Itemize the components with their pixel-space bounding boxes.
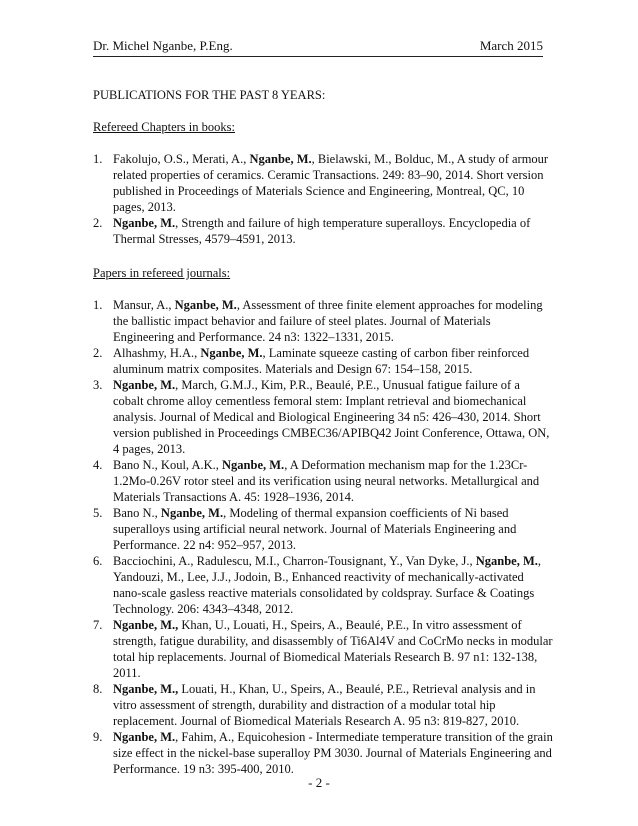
- list-item: [93, 151, 553, 215]
- list-item: [93, 505, 553, 553]
- page-header: [93, 38, 543, 54]
- header-author: Dr. Michel Nganbe, P.Eng.: [93, 38, 233, 53]
- author-highlight: Nganbe, M.: [249, 152, 312, 166]
- item-number: 9.: [93, 730, 103, 744]
- author-highlight: Nganbe, M.: [113, 216, 176, 230]
- citation-text: Alhashmy, H.A., Nganbe, M., Laminate squeeze casting of carbon fiber reinforced aluminum matrix composites. Materials and Design 67: 154–158, 2015.: [113, 346, 530, 376]
- item-number: 1.: [93, 298, 103, 312]
- citation-text: Nganbe, M., Fahim, A., Equicohesion - Intermediate temperature transition of the grain size effect in the nickel-base superalloy PM 3030. Journal of Materials Engineering and Performance. 19 n3: 395-400, 2010.: [113, 730, 553, 776]
- header-rule: [93, 56, 543, 57]
- author-highlight: Nganbe, M.: [174, 298, 237, 312]
- author-highlight: Nganbe, M.,: [113, 618, 179, 632]
- citation-text: Fakolujo, O.S., Merati, A., Nganbe, M., Bielawski, M., Bolduc, M., A study of armour related properties of ceramics. Ceramic Transactions. 249: 83–90, 2014. Short version published in Proceedings of Materials Science and Engineering, Montreal, QC, 10 pages, 2013.: [113, 152, 549, 214]
- citation-text: Bacciochini, A., Radulescu, M.I., Charron-Tousignant, Y., Van Dyke, J., Nganbe, M., Yandouzi, M., Lee, J.J., Jodoin, B., Enhanced reactivity of mechanically-activated nano-scale gasless reactive materials consolidated by coldspray. Surface & Coatings Technology. 206: 4343–4348, 2012.: [113, 554, 542, 616]
- item-number: 8.: [93, 682, 103, 696]
- citation-text: Nganbe, M., Louati, H., Khan, U., Speirs, A., Beaulé, P.E., Retrieval analysis and in vitro assessment of strength, durability and distraction of a modular total hip replacement. Journal of Biomedical Materials Research A. 95 n3: 819-827, 2010.: [113, 682, 536, 728]
- books-list: [93, 151, 553, 247]
- header-date: March 2015: [479, 38, 543, 53]
- citation-text: Bano N., Koul, A.K., Nganbe, M., A Deformation mechanism map for the 1.23Cr-1.2Mo-0.26V rotor steel and its verification using neural networks. Metallurgical and Materials Transactions A. 45: 1928–1936, 2014.: [113, 458, 540, 504]
- item-number: 4.: [93, 458, 103, 472]
- item-number: 2.: [93, 346, 103, 360]
- page-content: [93, 87, 553, 795]
- item-number: 7.: [93, 618, 103, 632]
- publications-title: PUBLICATIONS FOR THE PAST 8 YEARS:: [93, 88, 326, 102]
- citation-text: Mansur, A., Nganbe, M., Assessment of three finite element approaches for modeling the ballistic impact behavior and failure of steel plates. Journal of Materials Engineering and Performance. 24 n3: 1322–1331, 2015.: [113, 298, 543, 344]
- list-item: [93, 553, 553, 617]
- section-heading-journals: Papers in refereed journals:: [93, 266, 231, 280]
- citation-text: Nganbe, M., Strength and failure of high temperature superalloys. Encyclopedia of Thermal Stresses, 4579–4591, 2013.: [113, 216, 531, 246]
- list-item: [93, 729, 553, 777]
- author-highlight: Nganbe, M.: [113, 730, 176, 744]
- citation-text: Nganbe, M., March, G.M.J., Kim, P.R., Beaulé, P.E., Unusual fatigue failure of a cobalt chrome alloy cementless femoral stem: Implant retrieval and biomechanical analysis. Journal of Medical and Biological Engineering 34 n5: 426–430, 2014. Short version published in Proceedings CMBEC36/APIBQ42 Joint Conference, Ottawa, ON, 4 pages, 2013.: [113, 378, 550, 456]
- author-highlight: Nganbe, M.: [475, 554, 538, 568]
- author-highlight: Nganbe, M.: [200, 346, 263, 360]
- citation-text: Nganbe, M., Khan, U., Louati, H., Speirs, A., Beaulé, P.E., In vitro assessment of strength, fatigue durability, and disassembly of Ti6Al4V and CoCrMo necks in modular total hip replacements. Journal of Biomedical Materials Research B. 97 n1: 132-138, 2011.: [113, 618, 553, 680]
- citation-text: Bano N., Nganbe, M., Modeling of thermal expansion coefficients of Ni based superalloys using artificial neural network. Journal of Materials Engineering and Performance. 22 n4: 952–957, 2013.: [113, 506, 517, 552]
- item-number: 5.: [93, 506, 103, 520]
- author-highlight: Nganbe, M.,: [113, 682, 179, 696]
- list-item: [93, 215, 553, 247]
- journals-list: [93, 297, 553, 777]
- author-highlight: Nganbe, M.: [222, 458, 285, 472]
- item-number: 6.: [93, 554, 103, 568]
- list-item: [93, 297, 553, 345]
- list-item: [93, 377, 553, 457]
- item-number: 2.: [93, 216, 103, 230]
- list-item: [93, 345, 553, 377]
- item-number: 3.: [93, 378, 103, 392]
- list-item: [93, 617, 553, 681]
- item-number: 1.: [93, 152, 103, 166]
- section-heading-books: Refereed Chapters in books:: [93, 120, 235, 134]
- author-highlight: Nganbe, M.: [113, 378, 176, 392]
- page-number: - 2 -: [308, 775, 330, 790]
- author-highlight: Nganbe, M.: [160, 506, 224, 520]
- list-item: [93, 457, 553, 505]
- list-item: [93, 681, 553, 729]
